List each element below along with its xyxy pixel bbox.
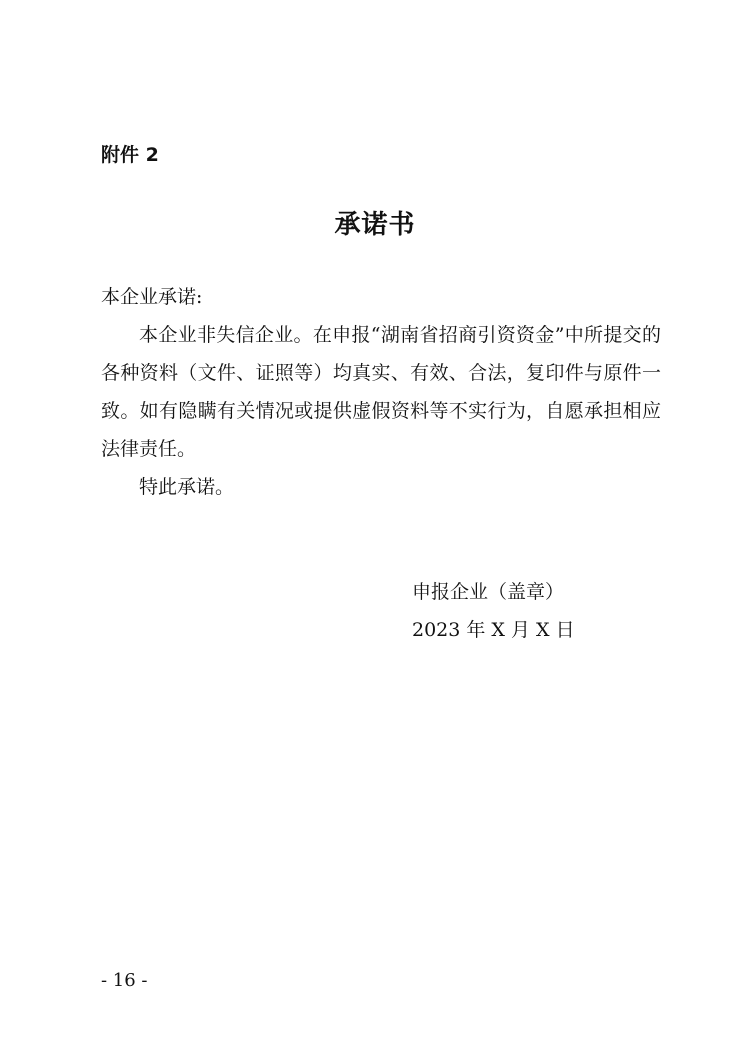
signature-date: 2023 年 X 月 X 日	[412, 619, 575, 641]
commitment-paragraph: 本企业非失信企业。在申报“湖南省招商引资资金”中所提交的各种资料（文件、证照等）均真实、有效、合法，复印件与原件一致。如有隐瞒有关情况或提供虚假资料等不实行为，自愿承担相应法律责任。	[101, 324, 661, 460]
closing-line: 特此承诺。	[139, 476, 235, 498]
document-body	[101, 278, 661, 506]
page-number: - 16 -	[101, 970, 148, 991]
attachment-label: 附件 2	[101, 144, 159, 166]
signature-block	[412, 573, 575, 649]
document-title: 承诺书	[334, 210, 416, 240]
company-seal-line: 申报企业（盖章）	[412, 581, 565, 603]
salutation: 本企业承诺:	[101, 286, 203, 308]
